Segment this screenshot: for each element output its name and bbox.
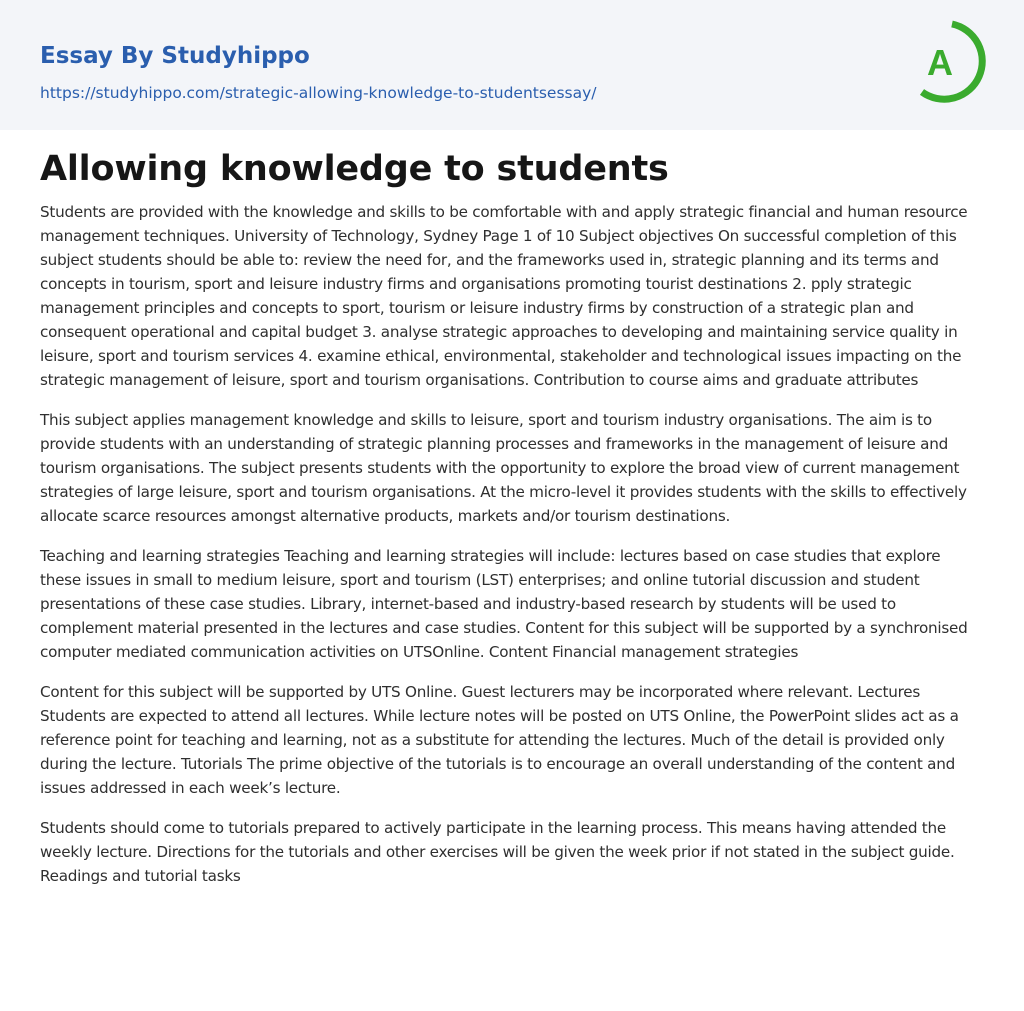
paragraph: Content for this subject will be supported by UTS Online. Guest lecturers may be incorporated where relevant. Lectures Students are expected to attend all lectures. While lecture notes will be posted on UTS Online, the PowerPoint slides act as a reference point for teaching and learning, not as a substitute for attending the lectures. Much of the detail is provided only during the lecture. Tutorials The prime objective of the tutorials is to encourage an overall understanding of the content and issues addressed in each week’s lecture. (40, 683, 959, 797)
paragraph: Students should come to tutorials prepared to actively participate in the learning process. This means having attended the weekly lecture. Directions for the tutorials and other exercises will be given the week prior if not stated in the subject guide. Readings and tutorial tasks (40, 819, 955, 885)
logo-letter: A (927, 42, 953, 83)
studyhippo-logo-icon (914, 18, 986, 106)
site-title: Essay By Studyhippo (40, 43, 310, 69)
essay-url-link[interactable]: https://studyhippo.com/strategic-allowing-knowledge-to-studentsessay/ (40, 84, 597, 102)
document-body (0, 130, 1024, 888)
paragraph: Students are provided with the knowledge and skills to be comfortable with and apply strategic financial and human resource management techniques. University of Technology, Sydney Page 1 of 10 Subject objectives On successful completion of this subject students should be able to: review the need for, and the frameworks used in, strategic planning and its terms and concepts in tourism, sport and leisure industry firms and organisations promoting tourist destinations 2. pply strategic management principles and concepts to sport, tourism or leisure industry firms by construction of a strategic plan and consequent operational and capital budget 3. analyse strategic approaches to developing and maintaining service quality in leisure, sport and tourism services 4. examine ethical, environmental, stakeholder and technological issues impacting on the strategic management of leisure, sport and tourism organisations. Contribution to course aims and graduate attributes (40, 203, 968, 389)
paragraph: Teaching and learning strategies Teaching and learning strategies will include: lectures based on case studies that explore these issues in small to medium leisure, sport and tourism (LST) enterprises; and online tutorial discussion and student presentations of these case studies. Library, internet-based and industry-based research by students will be used to complement material presented in the lectures and case studies. Content for this subject will be supported by a synchronised computer mediated communication activities on UTSOnline. Content Financial management strategies (40, 547, 968, 661)
paragraph: This subject applies management knowledge and skills to leisure, sport and tourism industry organisations. The aim is to provide students with an understanding of strategic planning processes and frameworks in the management of leisure and tourism organisations. The subject presents students with the opportunity to explore the broad view of current management strategies of large leisure, sport and tourism organisations. At the micro-level it provides students with the skills to effectively allocate scarce resources amongst alternative products, markets and/or tourism destinations. (40, 411, 967, 525)
page-header (0, 0, 1024, 130)
document-title: Allowing knowledge to students (40, 149, 669, 189)
